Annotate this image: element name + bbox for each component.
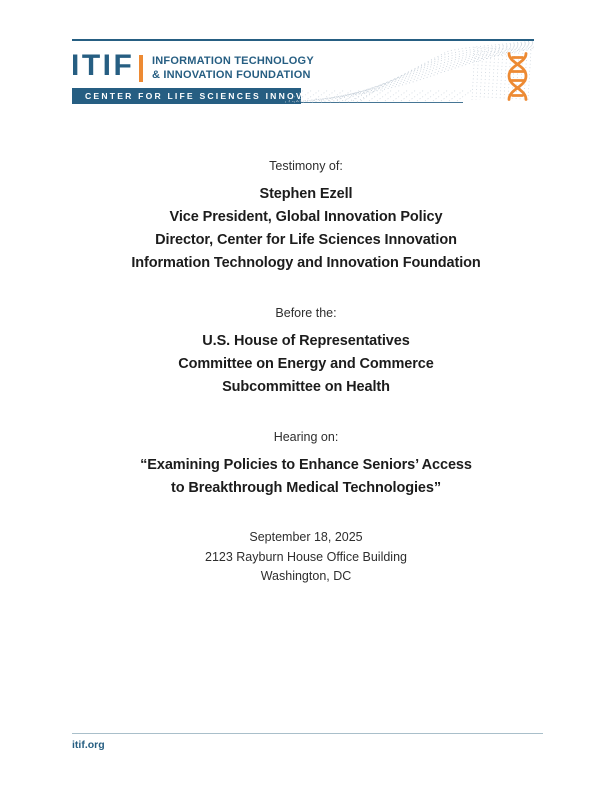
itif-logo-wordmark: ITIF (71, 49, 135, 82)
before-the-label: Before the: (275, 306, 337, 320)
dna-helix-icon (504, 52, 531, 101)
center-banner: CENTER FOR LIFE SCIENCES INNOVATION (72, 88, 301, 104)
chamber-name: U.S. House of Representatives (202, 333, 410, 349)
dotted-wave-pattern (283, 41, 535, 103)
author-title-2: Director, Center for Life Sciences Innovation (155, 232, 457, 248)
logo-divider-bar (139, 55, 143, 82)
logo-org-name-line2: & INNOVATION FOUNDATION (152, 68, 311, 81)
author-name: Stephen Ezell (259, 186, 353, 202)
logo-org-name-line1: INFORMATION TECHNOLOGY (152, 55, 314, 67)
author-title-1: Vice President, Global Innovation Policy (169, 209, 443, 225)
event-city: Washington, DC (260, 569, 352, 583)
hearing-title-line1: “Examining Policies to Enhance Seniors’ Access (140, 457, 472, 473)
event-venue: 2123 Rayburn House Office Building (205, 549, 407, 564)
hearing-on-label: Hearing on: (273, 430, 339, 444)
author-organization: Information Technology and Innovation Foundation (131, 255, 481, 271)
subcommittee-name: Subcommittee on Health (222, 379, 390, 395)
footer-rule (72, 733, 543, 734)
hearing-title-line2: to Breakthrough Medical Technologies” (171, 480, 441, 496)
testimony-of-label: Testimony of: (269, 159, 343, 173)
event-date: September 18, 2025 (249, 530, 363, 544)
committee-block (56, 330, 556, 399)
author-block (56, 183, 556, 275)
hearing-title-block (56, 454, 556, 500)
cover-text-block (56, 158, 556, 587)
committee-name: Committee on Energy and Commerce (178, 356, 434, 372)
event-details-block (56, 528, 556, 587)
itif-org-link[interactable]: itif.org (72, 739, 105, 751)
